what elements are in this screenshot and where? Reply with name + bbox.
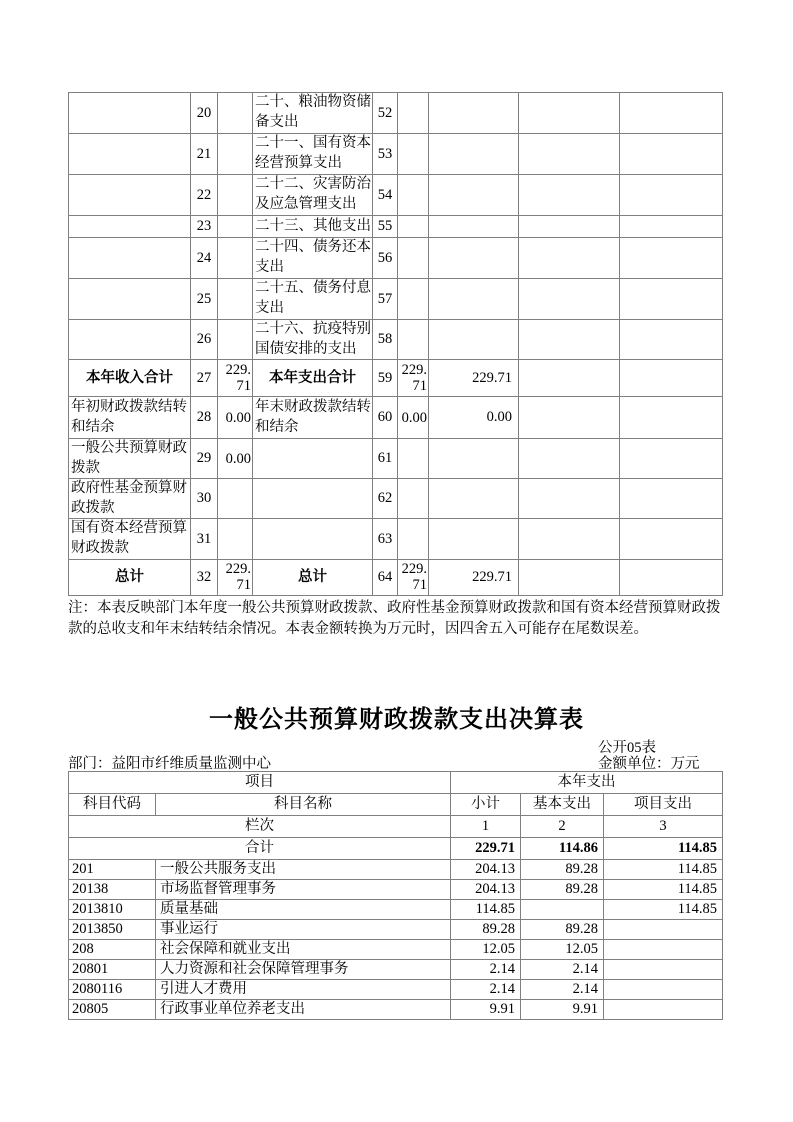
basic-cell: 89.28 — [521, 920, 604, 940]
subtotal-cell: 204.13 — [451, 860, 521, 880]
line-no-cell: 32 — [191, 559, 218, 595]
table-row — [69, 960, 723, 980]
empty-cell — [620, 360, 723, 397]
amount-cell — [398, 175, 429, 216]
subtotal-cell: 9.91 — [451, 1000, 521, 1020]
total-basic-cell: 114.86 — [521, 838, 604, 860]
project-cell — [604, 980, 723, 1000]
total-row — [69, 838, 723, 860]
empty-cell — [620, 439, 723, 479]
empty-cell — [620, 93, 723, 134]
expense-item-cell — [253, 439, 373, 479]
total-subtotal-cell: 229.71 — [451, 838, 521, 860]
amount-cell — [429, 439, 519, 479]
table-row — [69, 175, 723, 216]
table-row — [69, 980, 723, 1000]
amount-cell — [398, 279, 429, 320]
empty-cell — [620, 397, 723, 439]
table-row — [69, 134, 723, 175]
subject-name-cell: 引进人才费用 — [156, 980, 451, 1000]
col-num-cell: 2 — [521, 816, 604, 838]
subject-code-cell: 2013810 — [69, 900, 156, 920]
amount-cell: 229.71 — [398, 360, 429, 397]
project-cell: 114.85 — [604, 860, 723, 880]
project-cell — [604, 940, 723, 960]
project-exp-header-cell: 项目支出 — [604, 794, 723, 816]
subtotal-cell: 204.13 — [451, 880, 521, 900]
empty-cell — [519, 519, 620, 559]
line-no-cell: 59 — [373, 360, 398, 397]
project-cell — [604, 1000, 723, 1020]
subject-name-cell: 社会保障和就业支出 — [156, 940, 451, 960]
subtotal-cell: 114.85 — [451, 900, 521, 920]
line-no-cell: 30 — [191, 479, 218, 519]
subtotal-cell: 2.14 — [451, 960, 521, 980]
header-row — [69, 772, 723, 794]
income-item-cell: 一般公共预算财政拨款 — [69, 439, 191, 479]
column-index-row — [69, 816, 723, 838]
empty-cell — [519, 360, 620, 397]
amount-cell — [218, 175, 253, 216]
line-no-cell: 60 — [373, 397, 398, 439]
expense-item-cell: 年末财政拨款结转和结余 — [253, 397, 373, 439]
line-no-cell: 56 — [373, 238, 398, 279]
grand-total-label: 总计 — [69, 559, 191, 595]
empty-cell — [620, 134, 723, 175]
expense-item-cell: 二十二、灾害防治及应急管理支出 — [253, 175, 373, 216]
col-num-cell: 1 — [451, 816, 521, 838]
empty-cell — [519, 238, 620, 279]
income-item-cell: 政府性基金预算财政拨款 — [69, 479, 191, 519]
expense-item-cell — [253, 519, 373, 559]
empty-cell — [620, 320, 723, 360]
amount-cell — [398, 320, 429, 360]
empty-cell — [620, 559, 723, 595]
table-row — [69, 880, 723, 900]
income-total-row — [69, 360, 723, 397]
line-no-cell: 28 — [191, 397, 218, 439]
amount-cell: 0.00 — [398, 397, 429, 439]
line-no-cell: 61 — [373, 439, 398, 479]
empty-cell — [519, 134, 620, 175]
table-row — [69, 940, 723, 960]
total-label-cell: 合计 — [69, 838, 451, 860]
empty-cell — [519, 479, 620, 519]
subtotal-cell: 2.14 — [451, 980, 521, 1000]
amount-cell — [218, 279, 253, 320]
expense-item-cell — [253, 479, 373, 519]
amount-cell — [429, 320, 519, 360]
empty-cell — [519, 397, 620, 439]
amount-cell — [398, 238, 429, 279]
project-cell: 114.85 — [604, 900, 723, 920]
subject-name-cell: 质量基础 — [156, 900, 451, 920]
expense-total-label: 本年支出合计 — [253, 360, 373, 397]
subject-code-cell: 20138 — [69, 880, 156, 900]
amount-cell — [218, 93, 253, 134]
amount-cell — [429, 238, 519, 279]
amount-cell — [398, 134, 429, 175]
table-row — [69, 216, 723, 238]
empty-cell — [519, 175, 620, 216]
expense-item-cell: 二十五、债务付息支出 — [253, 279, 373, 320]
line-no-cell: 26 — [191, 320, 218, 360]
expense-item-cell: 二十四、债务还本支出 — [253, 238, 373, 279]
subject-code-cell: 2013850 — [69, 920, 156, 940]
amount-cell — [398, 216, 429, 238]
line-no-cell: 53 — [373, 134, 398, 175]
empty-cell — [519, 320, 620, 360]
line-no-cell: 24 — [191, 238, 218, 279]
amount-cell: 229.71 — [398, 559, 429, 595]
line-no-cell: 58 — [373, 320, 398, 360]
line-no-cell: 63 — [373, 519, 398, 559]
line-no-cell: 21 — [191, 134, 218, 175]
row-label-cell: 栏次 — [69, 816, 451, 838]
amount-cell — [429, 479, 519, 519]
basic-cell — [521, 900, 604, 920]
income-item-cell — [69, 134, 191, 175]
table-row — [69, 93, 723, 134]
basic-cell: 2.14 — [521, 980, 604, 1000]
amount-cell: 0.00 — [218, 397, 253, 439]
line-no-cell: 64 — [373, 559, 398, 595]
income-item-cell — [69, 320, 191, 360]
table-row — [69, 479, 723, 519]
project-header-cell: 项目 — [69, 772, 451, 794]
amount-cell: 229.71 — [429, 559, 519, 595]
amount-cell — [398, 479, 429, 519]
page-title: 一般公共预算财政拨款支出决算表 — [209, 707, 584, 733]
subtotal-cell: 89.28 — [451, 920, 521, 940]
line-no-cell: 23 — [191, 216, 218, 238]
income-item-cell: 国有资本经营预算财政拨款 — [69, 519, 191, 559]
income-item-cell — [69, 238, 191, 279]
line-no-cell: 22 — [191, 175, 218, 216]
table-row — [69, 519, 723, 559]
table-row — [69, 320, 723, 360]
empty-cell — [620, 279, 723, 320]
table-row — [69, 238, 723, 279]
name-header-cell: 科目名称 — [156, 794, 451, 816]
unit-label: 金额单位：万元 — [598, 756, 700, 772]
expense-item-cell: 二十、粮油物资储备支出 — [253, 93, 373, 134]
subject-name-cell: 行政事业单位养老支出 — [156, 1000, 451, 1020]
basic-cell: 12.05 — [521, 940, 604, 960]
amount-cell — [429, 216, 519, 238]
col-num-cell: 3 — [604, 816, 723, 838]
basic-cell: 89.28 — [521, 860, 604, 880]
amount-cell — [429, 175, 519, 216]
grand-total-row — [69, 559, 723, 595]
amount-cell: 229.71 — [218, 360, 253, 397]
empty-cell — [620, 519, 723, 559]
subject-name-cell: 事业运行 — [156, 920, 451, 940]
empty-cell — [620, 216, 723, 238]
subject-code-cell: 208 — [69, 940, 156, 960]
table-row — [69, 860, 723, 880]
income-item-cell — [69, 93, 191, 134]
amount-cell — [218, 238, 253, 279]
carryover-row — [69, 397, 723, 439]
basic-cell: 9.91 — [521, 1000, 604, 1020]
amount-cell: 229.71 — [218, 559, 253, 595]
table-row — [69, 1000, 723, 1020]
amount-cell — [398, 439, 429, 479]
header-row — [69, 794, 723, 816]
income-item-cell — [69, 175, 191, 216]
subtotal-cell: 12.05 — [451, 940, 521, 960]
empty-cell — [620, 238, 723, 279]
project-cell — [604, 920, 723, 940]
subject-code-cell: 2080116 — [69, 980, 156, 1000]
table-code-label: 公开05表 — [598, 740, 656, 756]
amount-cell — [218, 216, 253, 238]
year-expenditure-header-cell: 本年支出 — [451, 772, 723, 794]
line-no-cell: 52 — [373, 93, 398, 134]
amount-cell — [429, 134, 519, 175]
expense-item-cell: 二十一、国有资本经营预算支出 — [253, 134, 373, 175]
summary-table — [68, 92, 723, 596]
code-header-cell: 科目代码 — [69, 794, 156, 816]
project-cell — [604, 960, 723, 980]
line-no-cell: 55 — [373, 216, 398, 238]
subject-name-cell: 一般公共服务支出 — [156, 860, 451, 880]
basic-cell: 2.14 — [521, 960, 604, 980]
income-item-cell: 年初财政拨款结转和结余 — [69, 397, 191, 439]
amount-cell — [218, 320, 253, 360]
expense-item-cell: 二十三、其他支出 — [253, 216, 373, 238]
amount-cell — [398, 93, 429, 134]
line-no-cell: 27 — [191, 360, 218, 397]
empty-cell — [620, 479, 723, 519]
subject-name-cell: 人力资源和社会保障管理事务 — [156, 960, 451, 980]
line-no-cell: 57 — [373, 279, 398, 320]
income-item-cell — [69, 216, 191, 238]
subject-code-cell: 20805 — [69, 1000, 156, 1020]
subtotal-header-cell: 小计 — [451, 794, 521, 816]
expense-item-cell: 二十六、抗疫特别国债安排的支出 — [253, 320, 373, 360]
empty-cell — [519, 439, 620, 479]
amount-cell — [398, 519, 429, 559]
empty-cell — [519, 279, 620, 320]
table-row — [69, 900, 723, 920]
table-row — [69, 279, 723, 320]
amount-cell — [218, 519, 253, 559]
subject-name-cell: 市场监督管理事务 — [156, 880, 451, 900]
amount-cell — [429, 93, 519, 134]
empty-cell — [519, 559, 620, 595]
project-cell: 114.85 — [604, 880, 723, 900]
line-no-cell: 25 — [191, 279, 218, 320]
line-no-cell: 54 — [373, 175, 398, 216]
grand-total-label: 总计 — [253, 559, 373, 595]
table-footnote: 注：本表反映部门本年度一般公共预算财政拨款、政府性基金预算财政拨款和国有资本经营预算财政拨款的总收支和年末结转结余情况。本表金额转换为万元时，因四舍五入可能存在尾数误差。 — [68, 600, 721, 638]
income-total-label: 本年收入合计 — [69, 360, 191, 397]
amount-cell — [429, 519, 519, 559]
amount-cell: 229.71 — [429, 360, 519, 397]
basic-cell: 89.28 — [521, 880, 604, 900]
line-no-cell: 62 — [373, 479, 398, 519]
amount-cell: 0.00 — [429, 397, 519, 439]
subject-code-cell: 20801 — [69, 960, 156, 980]
empty-cell — [519, 93, 620, 134]
expenditure-table — [68, 771, 723, 1020]
department-label: 部门：益阳市纤维质量监测中心 — [68, 756, 271, 772]
total-project-cell: 114.85 — [604, 838, 723, 860]
income-item-cell — [69, 279, 191, 320]
amount-cell — [218, 479, 253, 519]
line-no-cell: 20 — [191, 93, 218, 134]
basic-header-cell: 基本支出 — [521, 794, 604, 816]
table-row — [69, 439, 723, 479]
line-no-cell: 29 — [191, 439, 218, 479]
table-row — [69, 920, 723, 940]
amount-cell — [218, 134, 253, 175]
empty-cell — [519, 216, 620, 238]
line-no-cell: 31 — [191, 519, 218, 559]
subject-code-cell: 201 — [69, 860, 156, 880]
amount-cell — [429, 279, 519, 320]
amount-cell: 0.00 — [218, 439, 253, 479]
empty-cell — [620, 175, 723, 216]
